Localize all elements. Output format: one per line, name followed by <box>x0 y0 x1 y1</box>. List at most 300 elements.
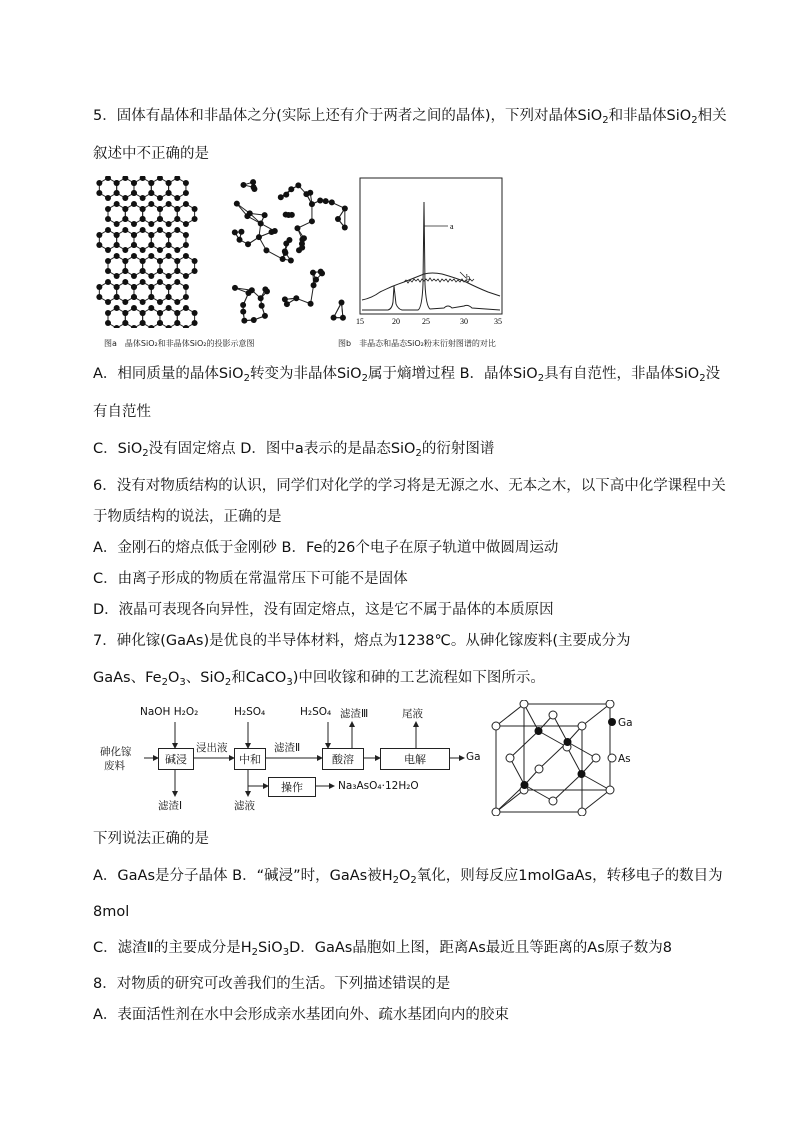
stem-text: 、SiO <box>185 670 225 686</box>
lattice-atom <box>105 279 111 285</box>
network-atom <box>262 286 268 292</box>
network-atom <box>340 315 346 321</box>
reagent-h2so4-1: H₂SO₄ <box>234 706 266 718</box>
lattice-atom <box>114 242 120 248</box>
process-flowchart <box>96 700 488 820</box>
as-atom <box>506 754 514 762</box>
network-atom <box>238 229 244 235</box>
option-text: O <box>398 868 411 884</box>
as-atom <box>578 722 586 730</box>
as-atom <box>606 786 614 794</box>
network-atom <box>250 179 256 185</box>
lattice-atom <box>148 190 154 196</box>
lattice-atom <box>166 253 172 259</box>
lattice-atom <box>192 320 198 326</box>
lattice-atom <box>105 206 111 212</box>
cell-bond <box>567 747 582 774</box>
xtick: 25 <box>422 317 430 326</box>
product-ga-label: Ga <box>466 751 481 763</box>
lattice-atom <box>166 305 172 311</box>
lattice-atom <box>166 201 172 207</box>
lattice-atom <box>148 253 154 259</box>
network-atom <box>294 225 300 231</box>
box-operation: 操作 <box>268 777 316 797</box>
option-text: 属于熵增过程 B．晶体SiO <box>367 366 538 382</box>
network-atom <box>339 299 345 305</box>
lattice-atom <box>140 310 146 316</box>
lattice-atom <box>131 294 137 300</box>
q5-options-AB-cont: 有自范性 <box>93 404 151 420</box>
option-text: D．GaAs晶胞如上图，距离As最近且等距离的As原子数为8 <box>289 940 673 956</box>
lattice-atom <box>183 190 189 196</box>
residue-1-label: 滤渣Ⅰ <box>158 800 183 812</box>
lattice-atom <box>131 201 137 207</box>
network-atom <box>269 229 275 235</box>
lattice-atom <box>122 227 128 233</box>
lattice-atom <box>114 221 120 227</box>
network-atom <box>299 245 305 251</box>
q5-stem-line2: 叙述中不正确的是 <box>93 146 209 162</box>
cell-bond <box>582 774 611 790</box>
lattice-atom <box>105 195 111 201</box>
lattice-atom <box>105 299 111 305</box>
lattice-atom <box>105 176 111 181</box>
figure-a-caption: 图a 晶体SiO₂和非晶体SiO₂的投影示意图 <box>104 339 255 348</box>
q6-options-AB: A．金刚石的熔点低于金刚砂 B．Fe的26个电子在原子轨道中做圆周运动 <box>93 540 559 556</box>
box-alkali-leach: 碱浸 <box>158 748 194 770</box>
lattice-atom <box>122 195 128 201</box>
subscript: 2 <box>361 373 368 384</box>
lattice-atom <box>166 273 172 279</box>
lattice-atom <box>148 232 154 238</box>
legend-as-dot <box>608 754 616 762</box>
option-text: C．SiO <box>93 441 143 457</box>
lattice-atom <box>131 232 137 238</box>
reagent-naoh-h2o2: NaOH H₂O₂ <box>140 706 199 718</box>
lattice-atom <box>96 190 102 196</box>
option-text: 氧化，则每反应1molGaAs，转移电子的数目为 <box>416 868 723 884</box>
lattice-atom <box>157 279 163 285</box>
ga-atom <box>578 770 586 778</box>
lattice-atom <box>131 305 137 311</box>
lattice-atom <box>140 320 146 326</box>
lattice-atom <box>174 247 180 253</box>
subscript: 2 <box>699 373 706 384</box>
lattice-atom <box>157 247 163 253</box>
network-atom <box>331 315 337 321</box>
network-atom <box>247 210 253 216</box>
subscript: 2 <box>410 875 417 886</box>
network-atom <box>342 224 348 230</box>
q6-stem-line1: 6．没有对物质结构的认识，同学们对化学的学习将是无源之水、无本之木，以下高中化学课程中关 <box>93 478 726 494</box>
option-text: SiO <box>258 940 283 956</box>
lattice-atom <box>148 294 154 300</box>
option-text: 没 <box>705 366 721 382</box>
network-atom <box>240 182 246 188</box>
ga-atom <box>564 738 572 746</box>
subscript: 2 <box>161 677 168 688</box>
network-atom <box>295 182 301 188</box>
q7-stem-line1: 7．砷化镓(GaAs)是优良的半导体材料，熔点为1238℃。从砷化镓废料(主要成分为 <box>93 633 631 649</box>
lattice-atom <box>148 325 154 328</box>
lattice-atom <box>157 227 163 233</box>
lattice-atom <box>166 294 172 300</box>
xtick: 35 <box>494 317 502 326</box>
lattice-atom <box>174 176 180 181</box>
residue-2-label: 滤渣Ⅱ <box>274 742 301 754</box>
q7-ask: 下列说法正确的是 <box>93 831 209 847</box>
lattice-atom <box>96 294 102 300</box>
network-atom <box>258 295 264 301</box>
as-atom <box>578 808 586 816</box>
network-atom <box>232 229 238 235</box>
lattice-atom <box>166 190 172 196</box>
q7-stem-line2 <box>93 668 545 688</box>
option-text: A．相同质量的晶体SiO <box>93 366 244 382</box>
network-atom <box>288 186 294 192</box>
lattice-atom <box>114 201 120 207</box>
network-atom <box>293 295 299 301</box>
lattice-atom <box>96 232 102 238</box>
xtick: 30 <box>460 317 468 326</box>
as-atom <box>592 754 600 762</box>
network-atom <box>240 309 246 315</box>
lattice-atom <box>114 273 120 279</box>
q7-options-CD <box>93 938 672 958</box>
lattice-atom <box>105 227 111 233</box>
lattice-atom <box>96 242 102 248</box>
lattice-atom <box>192 206 198 212</box>
lattice-atom <box>122 268 128 274</box>
network-atom <box>286 237 292 243</box>
lattice-atom <box>157 310 163 316</box>
network-atom <box>318 269 324 275</box>
cell-bond <box>553 715 568 742</box>
lattice-atom <box>157 176 163 181</box>
lattice-atom <box>140 206 146 212</box>
network-atom <box>311 282 317 288</box>
as-atom <box>549 797 557 805</box>
q6-option-C: C．由离子形成的物质在常温常压下可能不是固体 <box>93 571 408 587</box>
lattice-atom <box>122 258 128 264</box>
lattice-atom <box>114 294 120 300</box>
xrd-diffraction-chart <box>352 174 512 330</box>
q7-options-AB-cont: 8mol <box>93 904 130 920</box>
lattice-atom <box>148 242 154 248</box>
lattice-atom <box>166 232 172 238</box>
network-atom <box>284 301 290 307</box>
lattice-atom <box>105 247 111 253</box>
as-atom <box>520 700 528 708</box>
lattice-atom <box>157 299 163 305</box>
salt-product-label: Na₃AsO₄·12H₂O <box>338 780 419 792</box>
q6-option-D: D．液晶可表现各向异性，没有固定熔点，这是它不属于晶体的本质原因 <box>93 602 554 618</box>
lattice-atom <box>105 258 111 264</box>
subscript: 2 <box>142 448 149 459</box>
lattice-atom <box>183 232 189 238</box>
lattice-atom <box>140 176 146 181</box>
network-atom <box>310 270 316 276</box>
box-neutralize: 中和 <box>234 748 266 770</box>
q8-option-A: A．表面活性剂在水中会形成亲水基团向外、疏水基团向内的胶束 <box>93 1007 509 1023</box>
figure-b-caption: 图b 非晶态和晶态SiO₂粉末衍射图谱的对比 <box>338 339 496 348</box>
lattice-atom <box>122 279 128 285</box>
network-atom <box>263 247 269 253</box>
amorphous-sio2-network-figure <box>228 176 356 328</box>
lattice-atom <box>166 180 172 186</box>
option-text: C．滤渣Ⅱ的主要成分是H <box>93 940 252 956</box>
as-atom <box>606 700 614 708</box>
lattice-atom <box>174 206 180 212</box>
network-atom <box>258 220 264 226</box>
lattice-atom <box>105 320 111 326</box>
lattice-atom <box>183 294 189 300</box>
lattice-atom <box>114 232 120 238</box>
lattice-atom <box>122 176 128 181</box>
ga-atom <box>521 781 529 789</box>
lattice-atom <box>148 201 154 207</box>
subscript: 2 <box>392 875 399 886</box>
xtick: 15 <box>356 317 364 326</box>
cell-bond <box>553 774 582 801</box>
lattice-atom <box>105 310 111 316</box>
q6-stem-line2: 于物质结构的说法，正确的是 <box>93 509 282 525</box>
lattice-atom <box>140 279 146 285</box>
lattice-atom <box>148 284 154 290</box>
lattice-atom <box>140 247 146 253</box>
lattice-atom <box>140 216 146 222</box>
lattice-atom <box>174 279 180 285</box>
network-atom <box>317 197 323 203</box>
lattice-atom <box>148 221 154 227</box>
lattice-atom <box>183 325 189 328</box>
network-atom <box>241 318 247 324</box>
lattice-atom <box>131 325 137 328</box>
cell-bond <box>524 704 539 731</box>
network-atom <box>259 303 265 309</box>
lattice-atom <box>183 221 189 227</box>
lattice-atom <box>148 305 154 311</box>
lattice-atom <box>96 180 102 186</box>
lattice-atom <box>166 284 172 290</box>
lattice-atom <box>122 310 128 316</box>
lattice-atom <box>192 258 198 264</box>
xtick: 20 <box>392 317 400 326</box>
network-atom <box>245 241 251 247</box>
cell-edge <box>582 790 610 812</box>
lattice-atom <box>131 273 137 279</box>
residue-3-label: 滤渣Ⅲ <box>340 708 369 720</box>
leachate-label: 浸出液 <box>196 742 228 754</box>
legend-ga-dot <box>608 718 616 726</box>
lattice-atom <box>131 221 137 227</box>
lattice-atom <box>148 273 154 279</box>
lattice-atom <box>114 284 120 290</box>
q5-stem-part: 相关 <box>697 108 727 124</box>
stem-text: GaAs、Fe <box>93 670 162 686</box>
lattice-atom <box>131 180 137 186</box>
subscript: 3 <box>286 677 293 688</box>
network-atom <box>309 218 315 224</box>
network-atom <box>335 216 341 222</box>
lattice-atom <box>183 180 189 186</box>
network-atom <box>283 192 289 198</box>
network-atom <box>280 256 286 262</box>
q5-options-AB <box>93 364 720 384</box>
lattice-atom <box>122 247 128 253</box>
lattice-atom <box>166 242 172 248</box>
network-atom <box>309 201 315 207</box>
lattice-atom <box>174 227 180 233</box>
network-atom <box>251 184 257 190</box>
reagent-h2so4-2: H₂SO₄ <box>300 706 332 718</box>
network-atom <box>308 301 314 307</box>
lattice-atom <box>140 227 146 233</box>
network-atom <box>278 194 284 200</box>
lattice-atom <box>122 216 128 222</box>
lattice-atom <box>105 268 111 274</box>
lattice-atom <box>114 180 120 186</box>
q5-stem-part: 5．固体有晶体和非晶体之分(实际上还有介于两者之间的晶体)，下列对晶体SiO <box>93 108 603 124</box>
lattice-atom <box>122 299 128 305</box>
lattice-atom <box>114 190 120 196</box>
cell-bond <box>525 785 554 801</box>
peak-label-b: b <box>466 273 470 282</box>
lattice-atom <box>131 284 137 290</box>
lattice-atom <box>192 310 198 316</box>
network-atom <box>251 317 257 323</box>
lattice-atom <box>157 258 163 264</box>
as-atom <box>492 722 500 730</box>
network-atom <box>246 290 252 296</box>
lattice-atom <box>192 268 198 274</box>
ga-atom <box>535 727 543 735</box>
tail-liquid-label: 尾液 <box>402 708 423 720</box>
lattice-atom <box>166 221 172 227</box>
network-atom <box>323 198 329 204</box>
lattice-atom <box>140 268 146 274</box>
subscript: 2 <box>224 677 232 688</box>
option-text: 没有固定熔点 D．图中a表示的是晶态SiO <box>148 441 416 457</box>
legend-as-label: As <box>618 753 631 765</box>
network-atom <box>262 313 268 319</box>
lattice-atom <box>157 268 163 274</box>
network-atom <box>301 235 307 241</box>
lattice-atom <box>140 258 146 264</box>
network-atom <box>237 237 243 243</box>
q5-stem-line1 <box>93 106 727 126</box>
lattice-atom <box>140 195 146 201</box>
lattice-atom <box>148 180 154 186</box>
lattice-atom <box>166 325 172 328</box>
lattice-atom <box>157 320 163 326</box>
lattice-atom <box>96 284 102 290</box>
subscript: 3 <box>179 677 186 688</box>
q5-stem-part: 和非晶体SiO <box>608 108 692 124</box>
lattice-atom <box>183 284 189 290</box>
network-atom <box>329 199 335 205</box>
box-electrolysis: 电解 <box>380 748 450 770</box>
lattice-atom <box>183 201 189 207</box>
lattice-atom <box>183 253 189 259</box>
subscript: 2 <box>691 115 698 126</box>
subscript: 2 <box>415 448 422 459</box>
peak-label-a: a <box>450 222 454 231</box>
lattice-atom <box>122 206 128 212</box>
network-atom <box>286 212 292 218</box>
stem-text: 和CaCO <box>231 670 287 686</box>
feed-label-2: 废料 <box>104 760 125 772</box>
subscript: 2 <box>243 373 250 384</box>
q7-options-AB <box>93 866 723 886</box>
as-atom <box>492 808 500 816</box>
lattice-atom <box>183 305 189 311</box>
lattice-atom <box>140 299 146 305</box>
box-acid-dissolve: 酸溶 <box>322 748 364 770</box>
lattice-atom <box>157 206 163 212</box>
network-atom <box>232 285 238 291</box>
lattice-atom <box>105 216 111 222</box>
cell-edge <box>496 704 524 726</box>
network-atom <box>234 201 240 207</box>
network-atom <box>342 205 348 211</box>
as-atom <box>549 711 557 719</box>
network-atom <box>288 258 294 264</box>
lattice-atom <box>131 253 137 259</box>
subscript: 2 <box>602 115 609 126</box>
lattice-atom <box>114 305 120 311</box>
network-atom <box>256 234 262 240</box>
subscript: 2 <box>537 373 545 384</box>
option-text: 的衍射图谱 <box>421 441 495 457</box>
lattice-atom <box>174 310 180 316</box>
lattice-atom <box>157 195 163 201</box>
stem-text: O <box>167 670 180 686</box>
network-atom <box>282 248 288 254</box>
lattice-atom <box>183 273 189 279</box>
network-atom <box>262 212 268 218</box>
network-atom <box>313 277 319 283</box>
subscript: 2 <box>251 947 259 958</box>
lattice-atom <box>122 320 128 326</box>
lattice-atom <box>114 325 120 328</box>
lattice-atom <box>183 242 189 248</box>
lattice-atom <box>174 216 180 222</box>
legend-ga-label: Ga <box>618 717 633 729</box>
option-text: A．GaAs是分子晶体 B．“碱浸”时，GaAs被H <box>93 868 393 884</box>
lattice-atom <box>192 216 198 222</box>
q8-stem: 8．对物质的研究可改善我们的生活。下列描述错误的是 <box>93 976 451 992</box>
lattice-atom <box>114 253 120 259</box>
lattice-atom <box>174 320 180 326</box>
crystalline-sio2-lattice-figure <box>96 176 224 328</box>
stem-text: )中回收镓和砷的工艺流程如下图所示。 <box>292 670 545 686</box>
q5-options-CD <box>93 439 494 459</box>
lattice-atom <box>174 195 180 201</box>
lattice-atom <box>131 242 137 248</box>
lattice-atom <box>174 299 180 305</box>
lattice-atom <box>174 258 180 264</box>
lattice-atom <box>157 216 163 222</box>
option-text: 具有自范性，非晶体SiO <box>544 366 700 382</box>
option-text: 转变为非晶体SiO <box>249 366 362 382</box>
lattice-atom <box>174 268 180 274</box>
cell-bond <box>510 758 525 785</box>
lattice-atom <box>131 190 137 196</box>
filtrate-label: 滤液 <box>234 800 255 812</box>
subscript: 3 <box>282 947 290 958</box>
feed-label: 砷化镓 <box>100 746 132 758</box>
